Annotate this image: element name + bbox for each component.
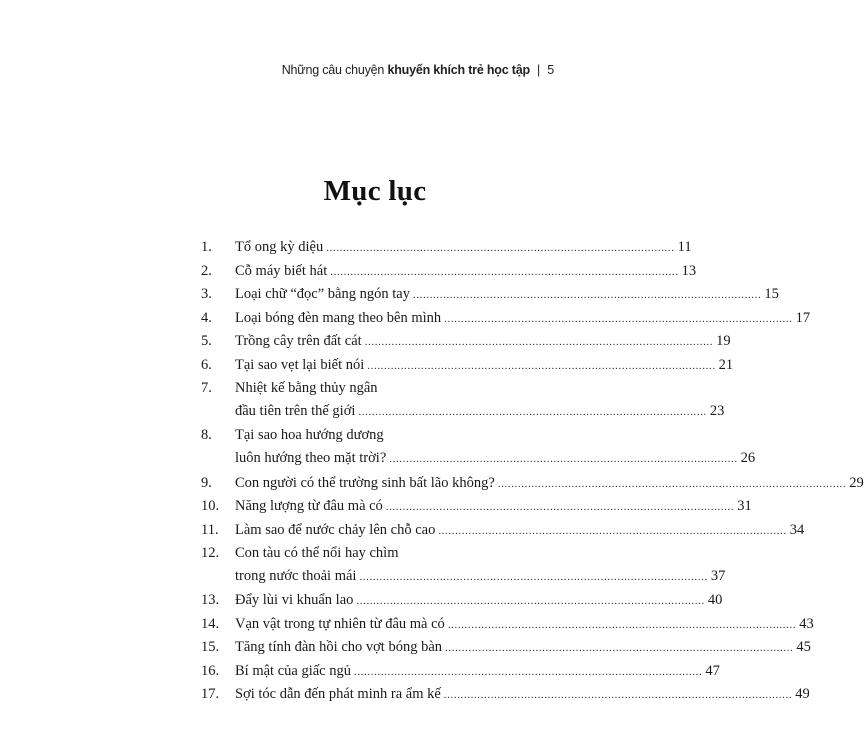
toc-entry-title: Trồng cây trên đất cát bbox=[235, 333, 362, 350]
toc-leader-dots: ........................................................................................................ bbox=[412, 289, 762, 302]
toc-leader-dots: ........................................................................................................ bbox=[444, 312, 793, 325]
toc-entry-title: Con tàu có thể nổi hay chìm bbox=[235, 545, 399, 562]
toc-leader-dots: ........................................................................................................ bbox=[389, 453, 738, 466]
toc-entry-title: Tại sao hoa hướng dương bbox=[235, 427, 384, 444]
toc-entry-number: 4. bbox=[201, 309, 212, 326]
toc-entry-title: đầu tiên trên thế giới bbox=[235, 403, 356, 420]
page-number: 5 bbox=[547, 63, 554, 77]
toc-entry-line bbox=[235, 639, 811, 663]
toc-leader-dots: ........................................................................................................ bbox=[359, 571, 708, 584]
toc-entry-title: Đẩy lùi vi khuẩn lao bbox=[235, 592, 354, 609]
toc-entry-line bbox=[235, 615, 814, 640]
toc-entry-line bbox=[235, 450, 756, 474]
toc-entry-number: 1. bbox=[201, 239, 212, 255]
toc-leader-dots: ........................................................................................................ bbox=[445, 642, 794, 655]
toc-entry-title: Làm sao để nước chảy lên chỗ cao bbox=[235, 521, 436, 538]
toc-entry-title: Tăng tính đàn hồi cho vợt bóng bàn bbox=[235, 639, 443, 656]
toc-entry-page: 21 bbox=[718, 356, 734, 373]
toc-entry-line bbox=[235, 521, 805, 546]
toc-leader-dots: ........................................................................................................ bbox=[353, 665, 703, 678]
toc-entry-line bbox=[235, 356, 734, 381]
toc-entry-number: 10. bbox=[201, 498, 220, 515]
toc-leader-dots: ........................................................................................................ bbox=[367, 359, 716, 372]
toc-entry-title: Sợi tóc dẫn đến phát minh ra ẩm kế bbox=[235, 686, 441, 703]
toc-entry-number: 13. bbox=[201, 592, 220, 609]
toc-leader-dots: ........................................................................................................ bbox=[438, 524, 787, 537]
toc-leader-dots: ........................................................................................................ bbox=[330, 265, 679, 278]
toc-entry-title: Tổ ong kỳ diệu bbox=[235, 239, 324, 255]
toc-entry-number: 12. bbox=[201, 545, 220, 562]
toc-leader-dots: ........................................................................................................ bbox=[364, 336, 714, 349]
toc-leader-dots: ........................................................................................................ bbox=[447, 618, 797, 631]
book-title-bold: khuyến khích trẻ học tập bbox=[387, 63, 530, 77]
toc-entry-line bbox=[235, 262, 697, 287]
toc-leader-dots: ........................................................................................................ bbox=[385, 501, 735, 514]
toc-entry-page: 37 bbox=[710, 568, 726, 585]
toc-entry-line bbox=[235, 309, 811, 334]
toc-entry-number: 7. bbox=[201, 380, 212, 397]
toc-entry-line bbox=[235, 286, 779, 310]
toc-entry-title: Vạn vật trong tự nhiên từ đâu mà có bbox=[235, 615, 445, 632]
toc-entry-page: 40 bbox=[707, 592, 723, 609]
toc-entry-page: 47 bbox=[705, 662, 720, 679]
toc-entry-number: 15. bbox=[201, 639, 220, 656]
toc-entry-title: Bí mật của giấc ngủ bbox=[235, 662, 351, 679]
toc-entry-line bbox=[235, 403, 725, 427]
toc-entry-page: 17 bbox=[795, 309, 811, 326]
toc-leader-dots: ........................................................................................................ bbox=[358, 406, 707, 419]
toc-entry-line bbox=[235, 498, 752, 522]
toc-entry-page: 19 bbox=[716, 333, 731, 350]
toc-entry-title: Tại sao vẹt lại biết nói bbox=[235, 356, 365, 373]
toc-title: Mục lục bbox=[323, 175, 427, 207]
running-header bbox=[0, 63, 554, 77]
toc-entry-page: 11 bbox=[677, 239, 692, 255]
toc-entry-page: 13 bbox=[681, 262, 697, 279]
toc-entry-number: 5. bbox=[201, 333, 212, 350]
toc-entry-line bbox=[235, 474, 864, 499]
header-separator: | bbox=[536, 63, 540, 77]
toc-entry-title: Con người có thể trường sinh bất lão không? bbox=[235, 474, 495, 491]
toc-entry-page: 49 bbox=[795, 686, 810, 703]
toc-entry-line bbox=[235, 592, 723, 616]
toc-entry-title: Cỗ máy biết hát bbox=[235, 262, 328, 279]
toc-entry-number: 8. bbox=[201, 427, 212, 444]
toc-entry-line bbox=[235, 380, 558, 404]
toc-entry-title: Loại bóng đèn mang theo bên mình bbox=[235, 309, 442, 326]
toc-entry-line bbox=[235, 427, 558, 451]
toc-entry-line bbox=[235, 333, 731, 357]
toc-entry-title: Loại chữ “đọc” bằng ngón tay bbox=[235, 286, 410, 303]
toc-entry-number: 2. bbox=[201, 262, 212, 279]
toc-entry-line bbox=[235, 686, 810, 710]
toc-entry-number: 9. bbox=[201, 474, 212, 491]
book-title-regular: Những câu chuyện bbox=[281, 63, 385, 77]
toc-entry-page: 31 bbox=[737, 498, 752, 515]
toc-entry-line bbox=[235, 568, 726, 592]
toc-entry-number: 3. bbox=[201, 286, 212, 303]
toc-entry-number: 17. bbox=[201, 686, 220, 703]
toc-entry-page: 43 bbox=[799, 615, 814, 632]
toc-entry-line bbox=[235, 239, 692, 263]
toc-entry-title: Nhiệt kế bằng thủy ngân bbox=[235, 380, 378, 397]
toc-entry-page: 29 bbox=[849, 474, 864, 491]
toc-entry-line bbox=[235, 545, 558, 569]
toc-entry-number: 16. bbox=[201, 662, 220, 679]
toc-leader-dots: ........................................................................................................ bbox=[326, 242, 675, 254]
toc-entry-title: luôn hướng theo mặt trời? bbox=[235, 450, 387, 467]
toc-entry-number: 14. bbox=[201, 615, 220, 632]
toc-entry-page: 34 bbox=[789, 521, 805, 538]
toc-leader-dots: ........................................................................................................ bbox=[497, 477, 847, 490]
toc-entry-line bbox=[235, 662, 720, 687]
toc-leader-dots: ........................................................................................................ bbox=[443, 689, 793, 702]
toc-entry-page: 23 bbox=[709, 403, 725, 420]
toc-entry-page: 15 bbox=[764, 286, 779, 303]
toc-leader-dots: ........................................................................................................ bbox=[356, 595, 705, 608]
toc-entry-page: 45 bbox=[796, 639, 811, 656]
toc-entry-number: 11. bbox=[201, 521, 219, 538]
toc-entry-title: trong nước thoải mái bbox=[235, 568, 357, 585]
toc-entry-title: Năng lượng từ đâu mà có bbox=[235, 498, 383, 515]
toc-entry-page: 26 bbox=[740, 450, 756, 467]
toc-entry-number: 6. bbox=[201, 356, 212, 373]
